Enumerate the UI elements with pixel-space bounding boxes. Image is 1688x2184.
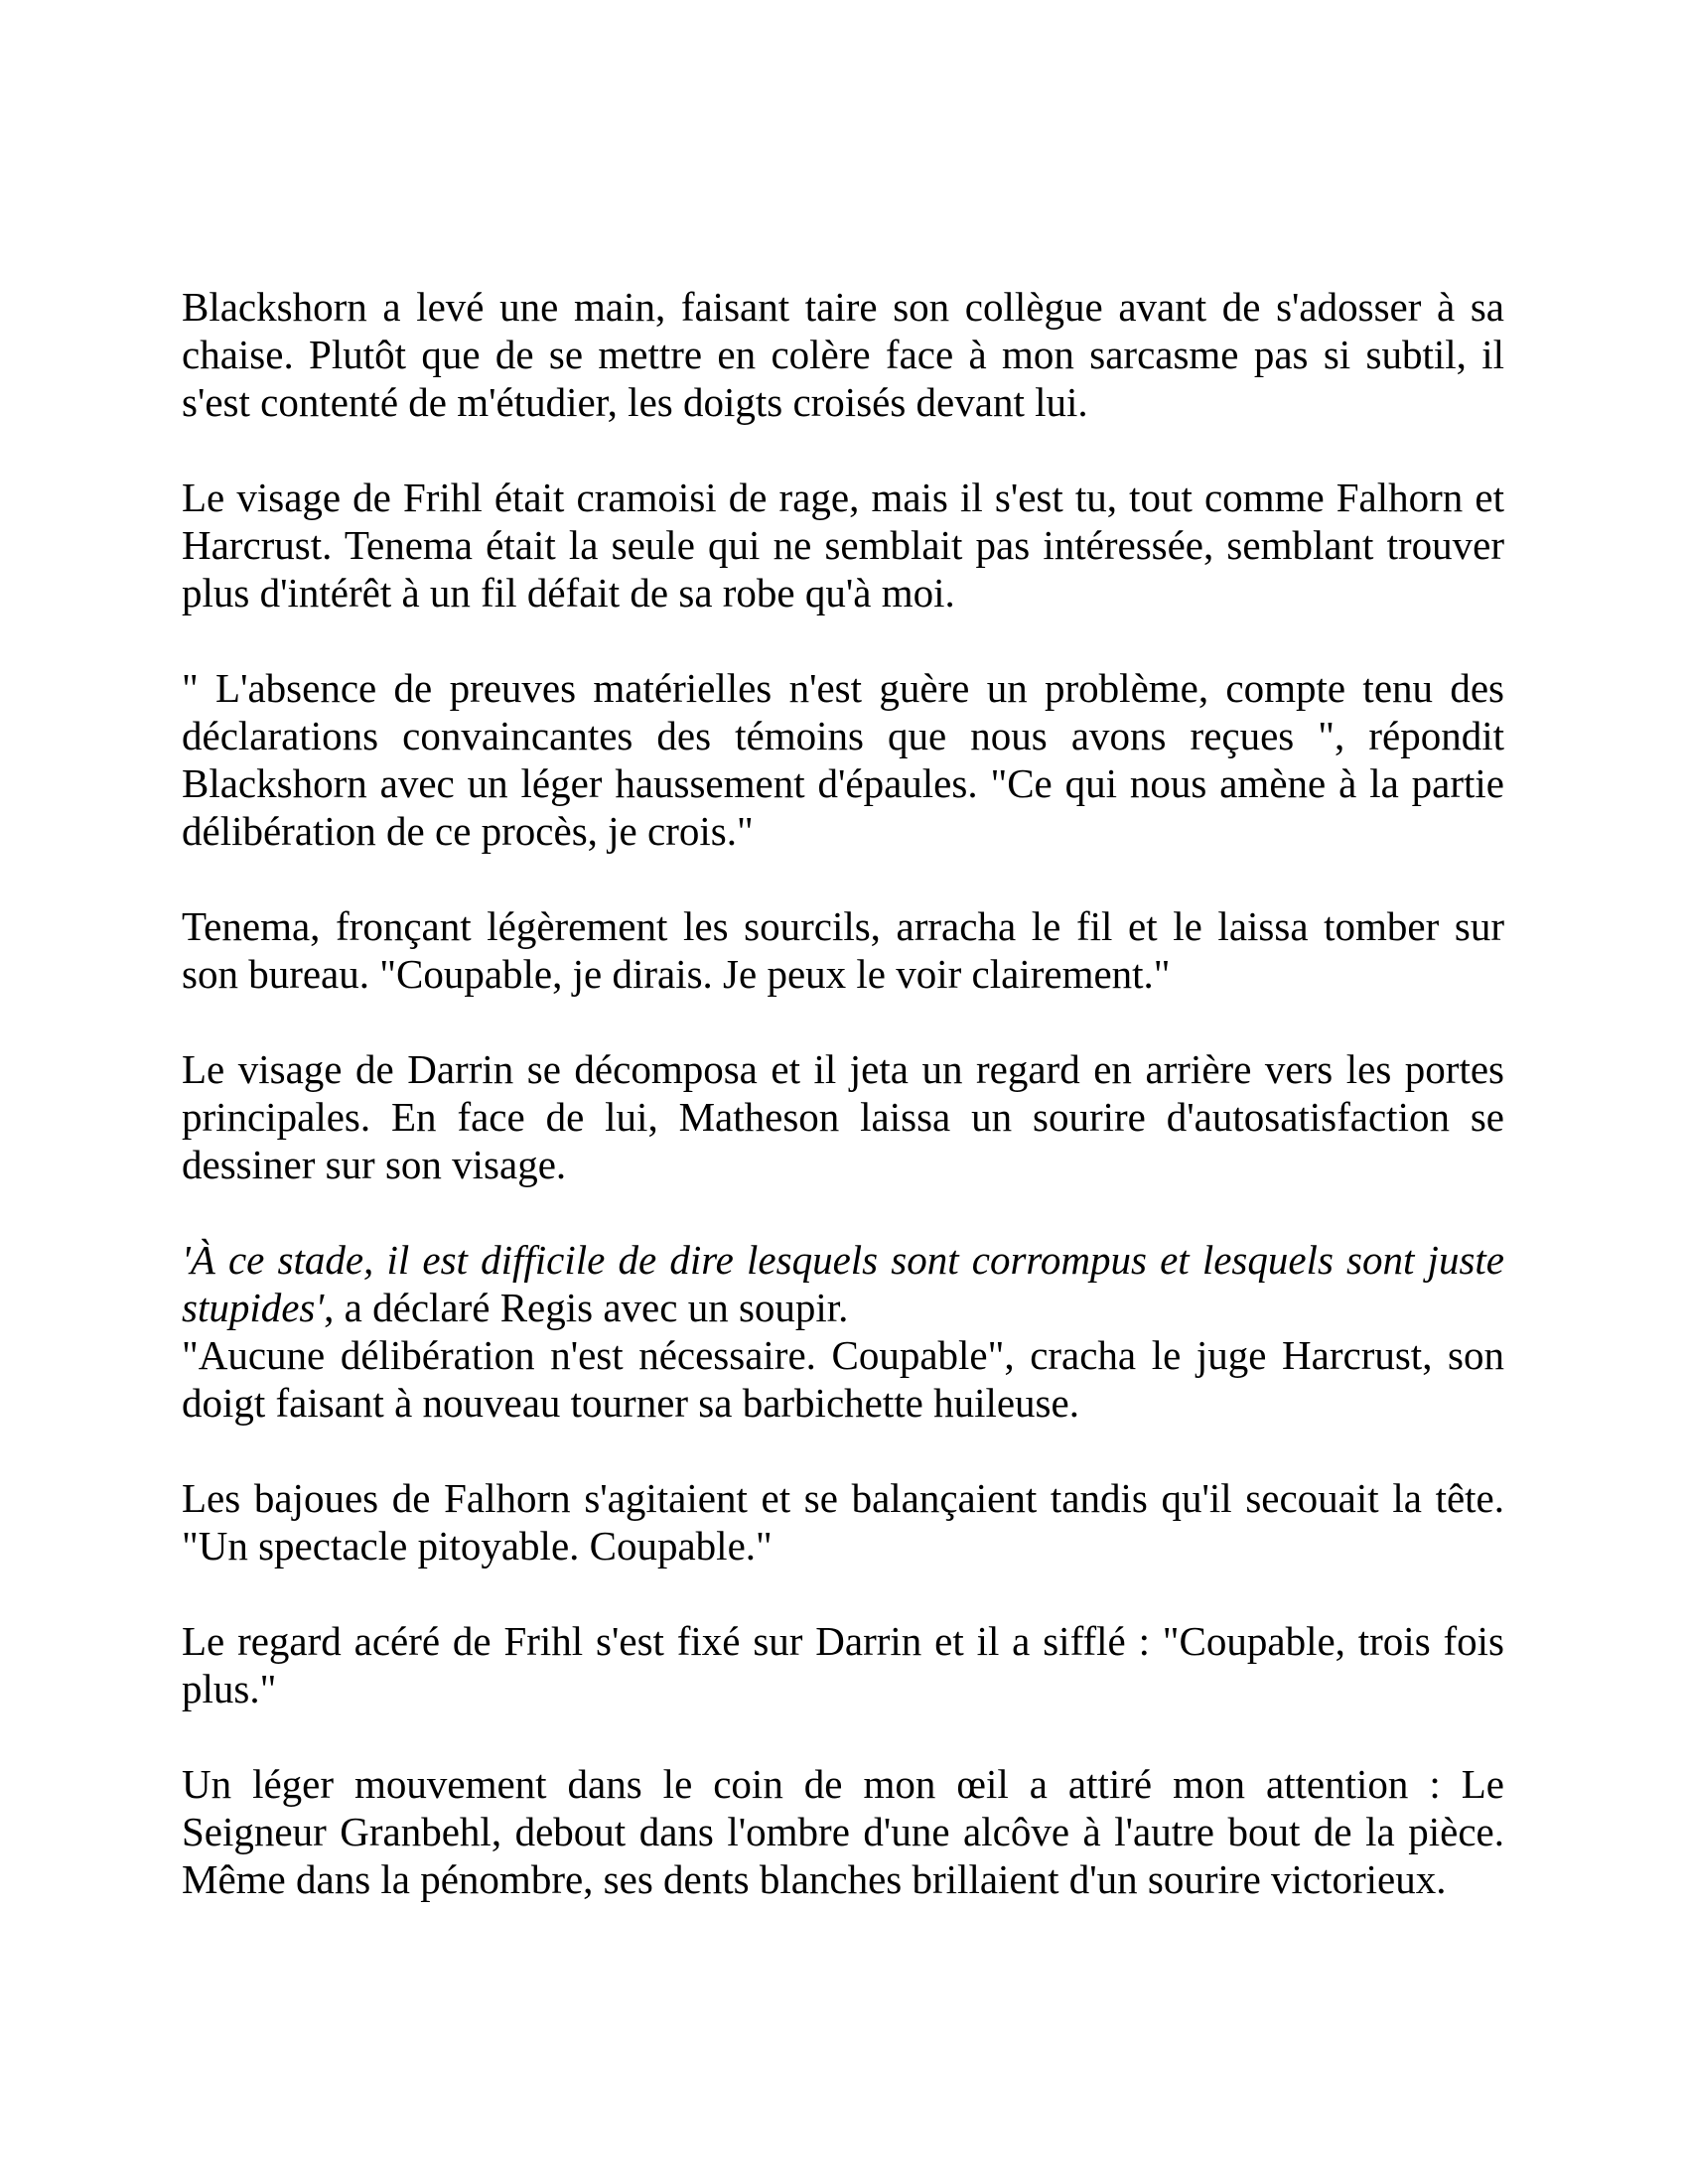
paragraph-8: Les bajoues de Falhorn s'agitaient et se balançaient tandis qu'il secouait la tête. "Un spectacle pitoyable. Coupable." xyxy=(182,1475,1504,1569)
paragraph-6 xyxy=(182,1236,1504,1331)
paragraph-10: Un léger mouvement dans le coin de mon œil a attiré mon attention : Le Seigneur Granbehl, debout dans l'ombre d'une alcôve à l'autre bout de la pièce. Même dans la pénombre, ses dents blanches brillaient d'un sourire victorieux. xyxy=(182,1761,1504,1902)
text-block xyxy=(182,283,1504,1951)
paragraph-7: "Aucune délibération n'est nécessaire. Coupable", cracha le juge Harcrust, son doigt faisant à nouveau tourner sa barbichette huileuse. xyxy=(182,1332,1504,1426)
paragraph-2: Le visage de Frihl était cramoisi de rage, mais il s'est tu, tout comme Falhorn et Harcrust. Tenema était la seule qui ne semblait pas intéressée, semblant trouver plus d'intérêt à un fil défait de sa robe qu'à moi. xyxy=(182,475,1504,615)
paragraph-5: Le visage de Darrin se décomposa et il jeta un regard en arrière vers les portes principales. En face de lui, Matheson laissa un sourire d'autosatisfaction se dessiner sur son visage. xyxy=(182,1046,1504,1187)
paragraph-4: Tenema, fronçant légèrement les sourcils, arracha le fil et le laissa tomber sur son bureau. "Coupable, je dirais. Je peux le voir clairement." xyxy=(182,903,1504,997)
paragraph-1: Blackshorn a levé une main, faisant taire son collègue avant de s'adosser à sa chaise. Plutôt que de se mettre en colère face à mon sarcasme pas si subtil, il s'est contenté de m'étudier, les doigts croisés devant lui. xyxy=(182,284,1504,425)
italic-inner-thought: 'À ce stade, il est difficile de dire lesquels sont corrompus et lesquels sont juste stupides' xyxy=(182,1237,1504,1330)
paragraph-3: " L'absence de preuves matérielles n'est guère un problème, compte tenu des déclarations convaincantes des témoins que nous avons reçues ", répondit Blackshorn avec un léger haussement d'épaules. "Ce qui nous amène à la partie délibération de ce procès, je crois." xyxy=(182,665,1504,854)
attribution-text: , a déclaré Regis avec un soupir. xyxy=(324,1285,849,1330)
paragraph-9: Le regard acéré de Frihl s'est fixé sur Darrin et il a sifflé : "Coupable, trois fois plus." xyxy=(182,1618,1504,1711)
